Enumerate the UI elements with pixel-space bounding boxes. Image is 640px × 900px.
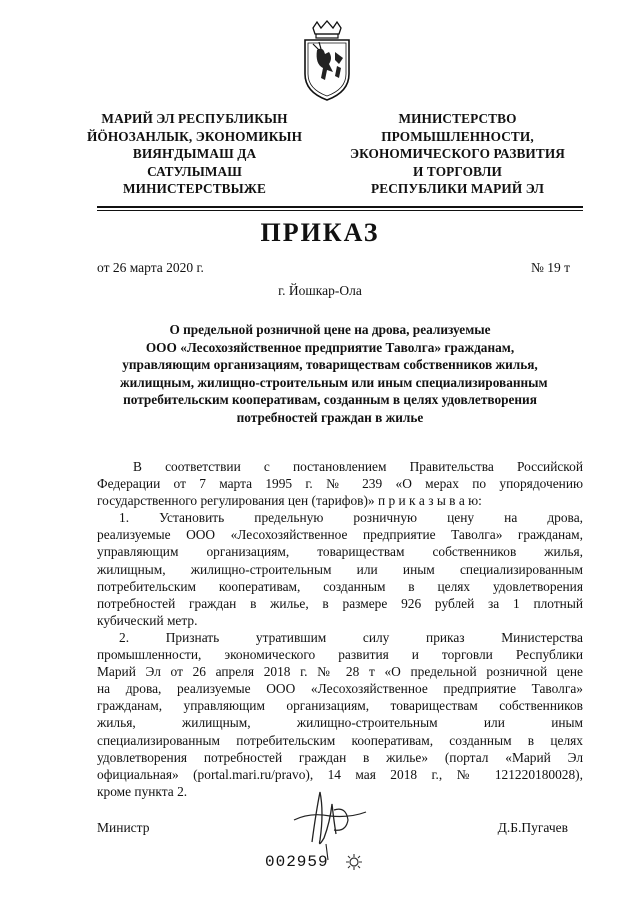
body-line: В соответствии с постановлением Правительства Российской: [133, 459, 583, 474]
body-line: удовлетворения потребностей граждан в жилье» (портал «Марий Эл: [97, 749, 583, 765]
signatory-name: Д.Б.Пугачев: [497, 820, 568, 835]
document-title: ПРИКАЗ: [260, 218, 380, 247]
document-number: № 19 т: [530, 260, 570, 275]
header-right-line: МИНИСТЕРСТВО: [398, 111, 517, 126]
ministry-name-mari: [72, 110, 317, 198]
subject-line: жилищным, жилищно-строительным или иным специализированным: [120, 374, 548, 390]
ministry-name-russian: [330, 110, 585, 198]
body-line: реализуемые ООО «Лесохозяйственное предприятие Таволга» гражданам,: [97, 527, 583, 543]
body-line: жилищным, жилищно-строительным или иным специализированным: [97, 561, 583, 577]
header-left-line: МИНИСТЕРСТВЫЖЕ: [122, 181, 267, 196]
body-line: потребительским кооперативам, созданным в целях удовлетворения: [97, 578, 583, 594]
body-line: на дрова, реализуемые ООО «Лесохозяйственное предприятие Таволга»: [97, 681, 583, 697]
subject-line: ООО «Лесохозяйственное предприятие Таволга» гражданам,: [145, 339, 515, 355]
subject-line: управляющим организациям, товариществам собственников жилья,: [122, 357, 538, 373]
document-body: [97, 458, 583, 800]
body-line: кроме пункта 2.: [97, 783, 188, 799]
document-date: от 26 марта 2020 г.: [97, 260, 204, 275]
subject-line: О предельной розничной цене на дрова, реализуемые: [169, 322, 491, 337]
body-line: кубический метр.: [97, 612, 198, 628]
handwritten-signature: [290, 782, 370, 862]
subject-line: потребительским кооперативам, созданным в целях удовлетворения: [123, 392, 537, 408]
seal-mark-icon: [345, 853, 363, 871]
header-left-line: ЙӦНОЗАНЛЫК, ЭКОНОМИКЫН: [86, 128, 303, 144]
body-line: специализированным потребительским кооперативам, созданным в целях: [97, 732, 583, 748]
document-subject: [120, 321, 548, 427]
body-line: промышленности, экономического развития и торговли Республики: [97, 647, 583, 663]
body-line: государственного регулирования цен (тарифов)» п р и к а з ы в а ю:: [97, 493, 482, 509]
body-line: 1. Установить предельную розничную цену на дрова,: [119, 510, 583, 526]
body-line: 2. Признать утратившим силу приказ Министерства: [119, 629, 583, 645]
document-city: г. Йошкар-Ола: [278, 283, 362, 298]
header-left-line: ВИЯҤДЫМАШ ДА: [132, 146, 257, 161]
header-right-line: РЕСПУБЛИКИ МАРИЙ ЭЛ: [371, 181, 544, 196]
body-line: Марий Эл от 26 апреля 2018 г. № 28 т «О предельной розничной цене: [97, 664, 583, 680]
header-right-line: И ТОРГОВЛИ: [413, 163, 502, 179]
serial-number: 002959: [265, 853, 329, 871]
signatory-title: Министр: [97, 820, 150, 835]
header-divider-thin: [97, 210, 583, 211]
body-line: жилья, жилищным, жилищно-строительным или иным: [97, 715, 583, 731]
body-line: официальная» (portal.mari.ru/pravo), 14 мая 2018 г., № 121220180028),: [97, 766, 583, 782]
body-line: Федерации от 7 марта 1995 г. № 239 «О мерах по упорядочению: [97, 476, 583, 492]
header-left-line: МАРИЙ ЭЛ РЕСПУБЛИКЫН: [101, 111, 288, 126]
body-line: гражданам, управляющим организациям, товариществам собственников: [97, 698, 583, 714]
header-right-line: ЭКОНОМИЧЕСКОГО РАЗВИТИЯ: [350, 146, 565, 161]
header-right-line: ПРОМЫШЛЕННОСТИ,: [381, 128, 534, 144]
body-line: управляющим организациям, товариществам собственников жилья,: [97, 544, 583, 560]
header-divider: [97, 206, 583, 208]
body-line: потребностей граждан в жилье, в размере 926 рублей за 1 плотный: [97, 595, 583, 611]
subject-line: потребностей граждан в жилье: [236, 409, 424, 425]
header-left-line: САТУЛЫМАШ: [147, 163, 242, 179]
coat-of-arms-icon: [299, 20, 355, 102]
